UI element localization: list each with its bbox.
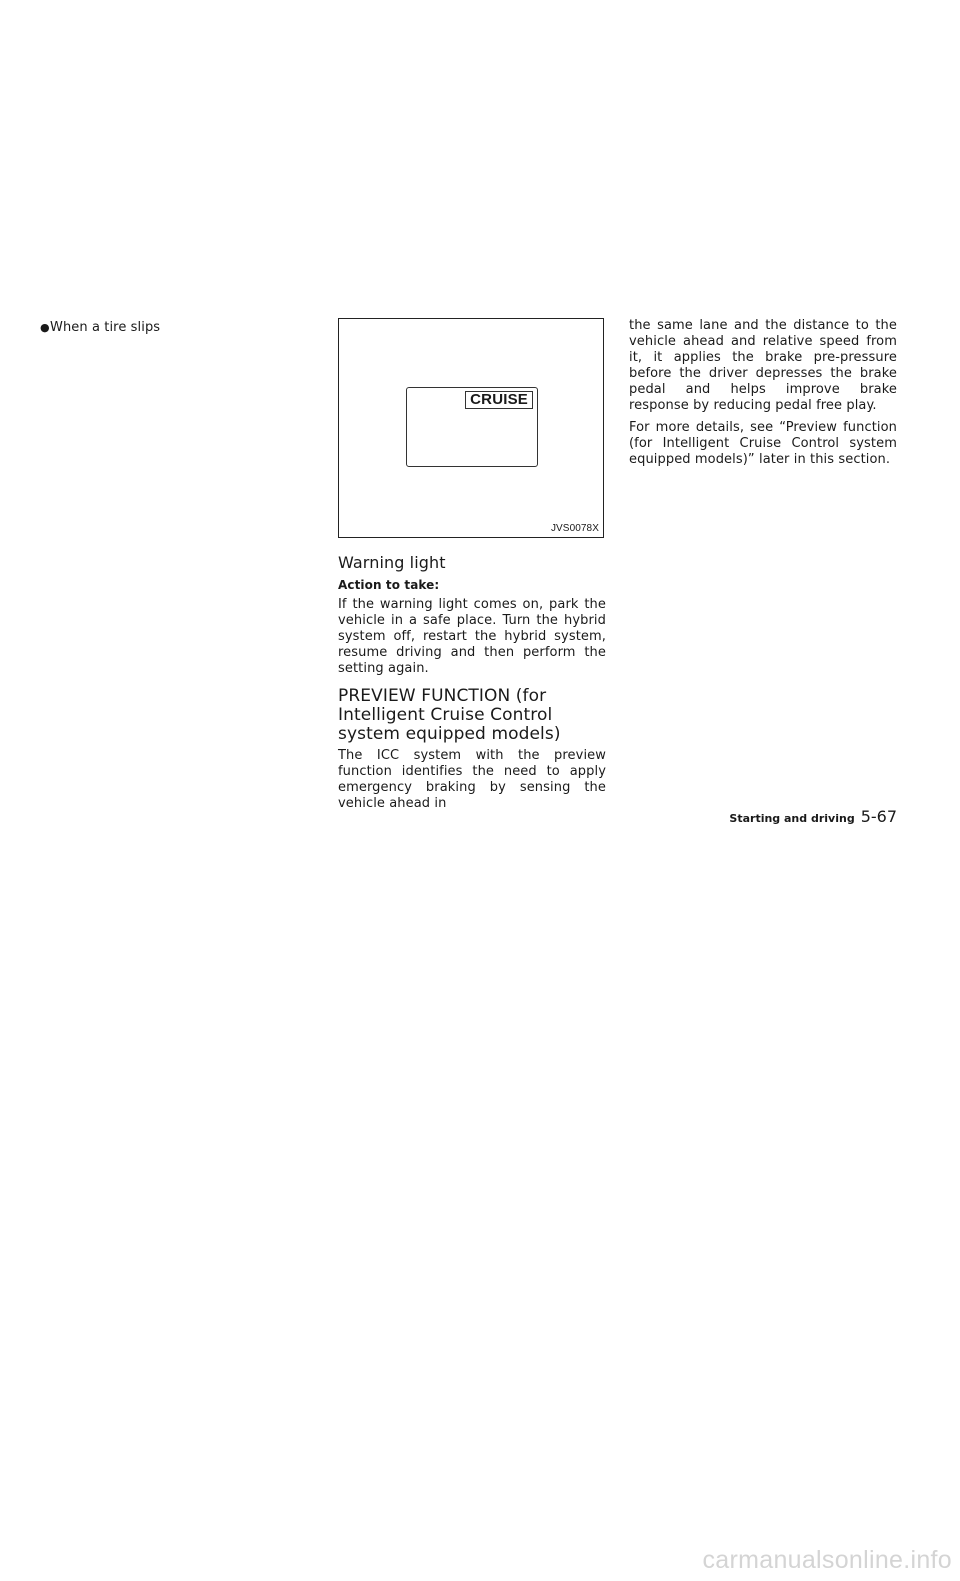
middle-column <box>338 318 606 812</box>
preview-function-heading: PREVIEW FUNCTION (for Intelligent Cruise Control system equipped models) <box>338 686 561 744</box>
page-number: 5-67 <box>860 807 897 826</box>
cruise-indicator-label: CRUISE <box>465 391 533 409</box>
watermark: carmanualsonline.info <box>702 1546 952 1574</box>
warning-light-body: If the warning light comes on, park the vehicle in a safe place. Turn the hybrid system off, restart the hybrid system, resume driving and then perform the setting again. <box>338 597 606 676</box>
bullet-item-tire-slips <box>40 320 310 336</box>
left-column <box>40 320 310 336</box>
figure-code: JVS0078X <box>550 523 599 534</box>
page-footer <box>729 807 897 826</box>
preview-function-body-part2: the same lane and the distance to the vehicle ahead and relative speed from it, it applies the brake pre-pressure before the driver depresses the brake pedal and helps improve brake response by reducing pedal free play. <box>629 318 897 413</box>
preview-function-body-part1: The ICC system with the preview function identifies the need to apply emergency braking by sensing the vehicle ahead in <box>338 748 606 811</box>
footer-section-title: Starting and driving <box>729 812 855 825</box>
bullet-text: When a tire slips <box>50 320 161 335</box>
action-to-take-label: Action to take: <box>338 578 440 592</box>
warning-light-heading: Warning light <box>338 553 446 572</box>
preview-function-details: For more details, see “Preview function (for Intelligent Cruise Control system equipped models)” later in this section. <box>629 420 897 467</box>
meter-display-illustration <box>406 387 538 467</box>
right-column <box>629 318 897 468</box>
cruise-indicator-figure <box>338 318 604 538</box>
bullet-icon: ● <box>40 321 50 334</box>
